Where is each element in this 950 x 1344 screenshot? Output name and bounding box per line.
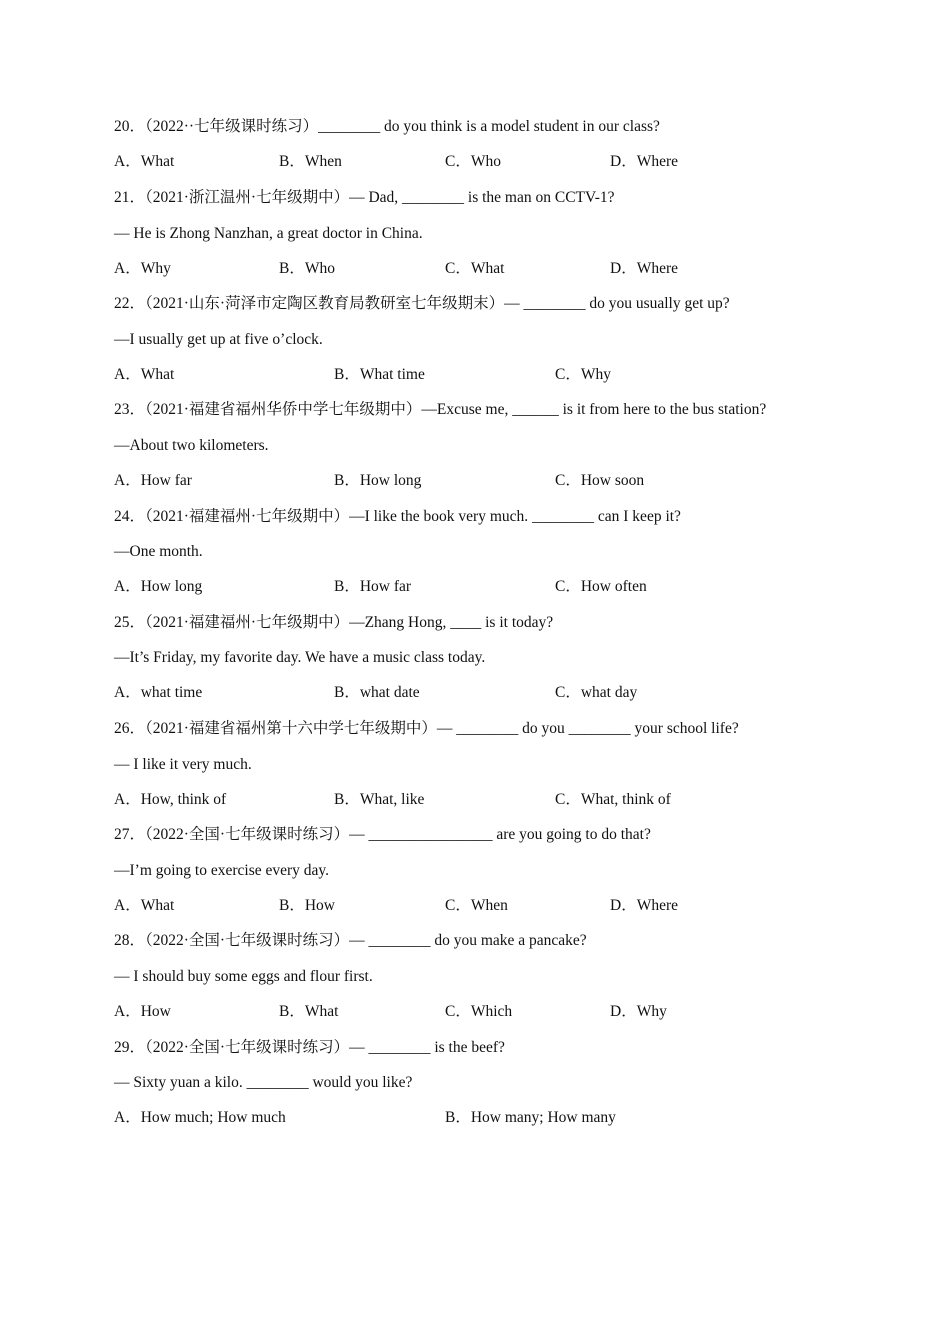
question-24-dialogue: —One month. xyxy=(114,543,203,560)
question-23-stem: 23．（2021·福建省福州华侨中学七年级期中）—Excuse me, ______ is it from here to the bus station? xyxy=(114,401,767,418)
question-21-option-a: A．Why xyxy=(114,260,171,277)
question-25-option-c: C．what day xyxy=(555,684,638,701)
question-28-option-a: A．How xyxy=(114,1003,171,1020)
question-27-option-a: A．What xyxy=(114,897,175,914)
question-24-option-a: A．How long xyxy=(114,578,203,595)
question-28-option-d: D．Why xyxy=(610,1003,667,1020)
question-26-stem: 26．（2021·福建省福州第十六中学七年级期中）— ________ do you ________ your school life? xyxy=(114,720,739,737)
question-26-option-b: B．What, like xyxy=(334,791,425,808)
question-20-stem: 20．（2022··七年级课时练习）________ do you think is a model student in our class? xyxy=(114,118,660,135)
question-21-option-c: C．What xyxy=(445,260,505,277)
question-20-option-a: A．What xyxy=(114,153,175,170)
question-26-dialogue: — I like it very much. xyxy=(114,756,252,773)
question-22-option-a: A．What xyxy=(114,366,175,383)
question-26-option-c: C．What, think of xyxy=(555,791,671,808)
question-27-stem: 27．（2022·全国·七年级课时练习）— ________________ are you going to do that? xyxy=(114,826,651,843)
question-20-option-c: C．Who xyxy=(445,153,501,170)
question-29-option-b: B．How many; How many xyxy=(445,1109,616,1126)
question-22-dialogue: —I usually get up at five o’clock. xyxy=(114,331,323,348)
question-22-option-c: C．Why xyxy=(555,366,611,383)
question-29-stem: 29．（2022·全国·七年级课时练习）— ________ is the beef? xyxy=(114,1039,505,1056)
question-23-option-c: C．How soon xyxy=(555,472,645,489)
question-28-option-c: C．Which xyxy=(445,1003,513,1020)
question-24-option-c: C．How often xyxy=(555,578,647,595)
question-27-dialogue: —I’m going to exercise every day. xyxy=(114,862,330,879)
question-26-option-a: A．How, think of xyxy=(114,791,227,808)
question-27-option-d: D．Where xyxy=(610,897,678,914)
question-21-option-d: D．Where xyxy=(610,260,678,277)
question-25-option-a: A．what time xyxy=(114,684,203,701)
question-21-option-b: B．Who xyxy=(279,260,335,277)
question-21-stem: 21．（2021·浙江温州·七年级期中）— Dad, ________ is the man on CCTV-1? xyxy=(114,189,615,206)
question-25-option-b: B．what date xyxy=(334,684,420,701)
question-23-option-b: B．How long xyxy=(334,472,422,489)
question-20-option-d: D．Where xyxy=(610,153,678,170)
question-25-stem: 25．（2021·福建福州·七年级期中）—Zhang Hong, ____ is it today? xyxy=(114,614,554,631)
question-22-option-b: B．What time xyxy=(334,366,425,383)
question-29-option-a: A．How much; How much xyxy=(114,1109,286,1126)
question-24-stem: 24．（2021·福建福州·七年级期中）—I like the book very much. ________ can I keep it? xyxy=(114,508,681,525)
question-23-dialogue: —About two kilometers. xyxy=(114,437,269,454)
question-27-option-b: B．How xyxy=(279,897,335,914)
question-21-dialogue: — He is Zhong Nanzhan, a great doctor in China. xyxy=(114,225,423,242)
question-28-dialogue: — I should buy some eggs and flour first. xyxy=(114,968,373,985)
question-20-option-b: B．When xyxy=(279,153,342,170)
question-28-stem: 28．（2022·全国·七年级课时练习）— ________ do you make a pancake? xyxy=(114,932,587,949)
question-27-option-c: C．When xyxy=(445,897,508,914)
question-22-stem: 22．（2021·山东·菏泽市定陶区教育局教研室七年级期末）— ________ do you usually get up? xyxy=(114,295,730,312)
question-25-dialogue: —It’s Friday, my favorite day. We have a music class today. xyxy=(114,649,486,666)
question-23-option-a: A．How far xyxy=(114,472,192,489)
question-24-option-b: B．How far xyxy=(334,578,412,595)
question-28-option-b: B．What xyxy=(279,1003,339,1020)
question-29-dialogue: — Sixty yuan a kilo. ________ would you like? xyxy=(114,1074,413,1091)
